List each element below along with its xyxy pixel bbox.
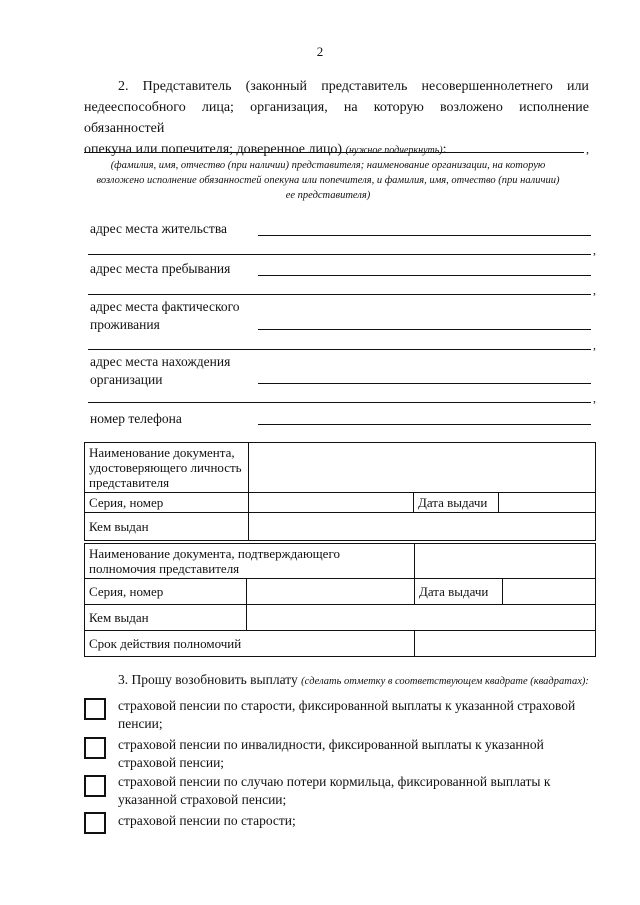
actual-address-line-2[interactable]	[88, 349, 591, 350]
table-row	[85, 493, 596, 513]
section2-paragraph	[84, 76, 589, 161]
option-disability-pension: страховой пенсии по инвалидности, фиксированной выплаты к указанной страховой пенсии;	[118, 737, 544, 770]
residence-address-line[interactable]	[258, 235, 591, 236]
comma: ,	[593, 391, 596, 405]
identity-document-table	[84, 442, 596, 541]
section3-heading: 3. Прошу возобновить выплату (сделать отметку в соответствующем квадрате (квадратах):	[118, 672, 589, 687]
authority-validity-cell[interactable]	[415, 631, 596, 657]
section2-hint: (нужное подчеркнуть)	[345, 145, 443, 156]
section2-word: несовершеннолетнего	[421, 79, 553, 94]
issued-by-label: Кем выдан	[85, 605, 247, 631]
phone-label: номер телефона	[90, 411, 182, 426]
section2-line3: опекуна или попечителя; доверенное лицо) (нужное подчеркнуть):	[84, 142, 447, 157]
option-old-age-pension: страховой пенсии по старости, фиксированной выплаты к указанной страховой пенсии;	[118, 698, 576, 731]
table-row	[85, 631, 596, 657]
comma: ,	[586, 142, 589, 156]
organization-address-line-2[interactable]	[88, 402, 591, 403]
comma: ,	[593, 243, 596, 257]
page-number: 2	[316, 44, 324, 59]
old-age-pension-only-checkbox[interactable]	[84, 812, 106, 834]
old-age-pension-checkbox[interactable]	[84, 698, 106, 720]
authority-validity-label: Срок действия полномочий	[85, 631, 415, 657]
series-number-cell[interactable]	[249, 493, 414, 513]
identity-document-name-cell[interactable]	[249, 443, 596, 493]
table-row	[85, 605, 596, 631]
residence-address-line-2[interactable]	[88, 254, 591, 255]
issue-date-label: Дата выдачи	[414, 493, 499, 513]
section2-word: Представитель	[142, 79, 232, 94]
table-row	[85, 443, 596, 493]
comma: ,	[593, 283, 596, 297]
stay-address-label: адрес места пребывания	[90, 261, 231, 276]
phone-line[interactable]	[258, 424, 591, 425]
issued-by-cell[interactable]	[249, 513, 596, 541]
table-row	[85, 544, 596, 579]
actual-address-line[interactable]	[258, 329, 591, 330]
section2-word: (законный	[245, 79, 308, 94]
residence-address-label: адрес места жительства	[90, 221, 228, 236]
organization-address-line[interactable]	[258, 383, 591, 384]
comma: ,	[593, 338, 596, 352]
issue-date-label: Дата выдачи	[415, 579, 503, 605]
identity-document-name-label: Наименование документа, удостоверяющего личность представителя	[85, 443, 249, 493]
issue-date-cell[interactable]	[503, 579, 596, 605]
representative-caption: (фамилия, имя, отчество (при наличии) представителя; наименование организации, на которую возложено исполнение обязанностей опекуна или попечителя, и фамилия, имя, отчество (при наличии) ее представителя)	[96, 160, 560, 201]
organization-address-label: адрес места нахождения организации	[90, 354, 231, 387]
table-row	[85, 579, 596, 605]
section3-hint: (сделать отметку в соответствующем квадрате (квадратах):	[301, 676, 589, 687]
series-number-label: Серия, номер	[85, 579, 247, 605]
actual-address-label: адрес места фактического проживания	[90, 299, 240, 332]
disability-pension-checkbox[interactable]	[84, 737, 106, 759]
issued-by-cell[interactable]	[247, 605, 596, 631]
section2-first-line	[84, 76, 589, 97]
section2-line2: недееспособного лица; организация, на которую возложено исполнение обязанностей	[84, 100, 589, 136]
issue-date-cell[interactable]	[499, 493, 596, 513]
option-old-age-pension-only: страховой пенсии по старости;	[118, 813, 296, 828]
authority-document-name-label: Наименование документа, подтверждающего полномочия представителя	[85, 544, 415, 579]
section2-word: или	[566, 79, 589, 94]
series-number-label: Серия, номер	[85, 493, 249, 513]
authority-document-name-cell[interactable]	[415, 544, 596, 579]
stay-address-line[interactable]	[258, 275, 591, 276]
stay-address-line-2[interactable]	[88, 294, 591, 295]
authority-document-table	[84, 543, 596, 657]
table-row	[85, 513, 596, 541]
survivor-pension-checkbox[interactable]	[84, 775, 106, 797]
option-survivor-pension: страховой пенсии по случаю потери кормильца, фиксированной выплаты к указанной страховой пенсии;	[118, 774, 551, 807]
section2-number: 2.	[118, 79, 129, 94]
section2-word: представитель	[321, 79, 408, 94]
representative-name-line[interactable]	[84, 152, 584, 153]
issued-by-label: Кем выдан	[85, 513, 249, 541]
series-number-cell[interactable]	[247, 579, 415, 605]
